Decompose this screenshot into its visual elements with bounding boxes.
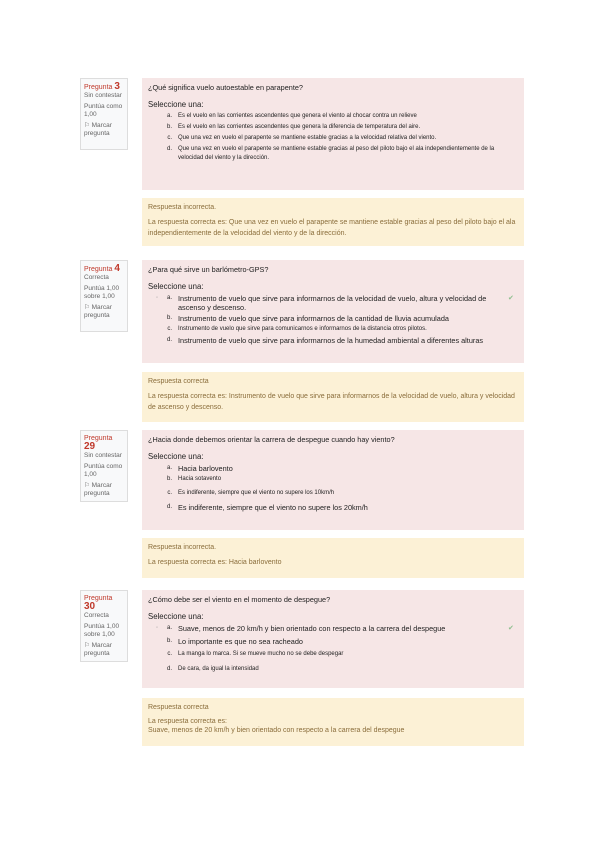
question-status: Sin contestar (84, 452, 122, 459)
question-content (142, 78, 524, 190)
feedback-box (142, 372, 524, 422)
question-number: 3 (114, 81, 120, 92)
flag-question-link[interactable] (84, 122, 124, 138)
feedback-title: Respuesta incorrecta. (148, 544, 217, 551)
checkmark-icon: ✔ (508, 295, 514, 302)
feedback-text: La respuesta correcta es: Instrumento de vuelo que sirve para informarnos de la velocidad de vuelo, altura y velocidad de ascenso y descenso. (148, 393, 515, 411)
question-score: Puntúa como 1,00 (84, 103, 123, 118)
question-label: Pregunta (84, 266, 113, 273)
question-info (80, 590, 128, 662)
question-info (80, 78, 128, 150)
question-status: Correcta (84, 612, 109, 619)
flag-icon: ⚐ (84, 642, 90, 649)
feedback-title: Respuesta correcta (148, 704, 209, 711)
flag-label: Marcar pregunta (84, 122, 112, 137)
answer-option[interactable]: ◦ a. Instrumento de vuelo que sirve para informarnos de la velocidad de vuelo, altura y velocidad de ascenso y descenso. ✔ (156, 294, 518, 312)
answer-option[interactable]: b. Es el vuelo en las corrientes ascendentes que genera la diferencia de temperatura del aire. (166, 124, 421, 130)
feedback-box (142, 198, 524, 246)
question-status: Sin contestar (84, 92, 122, 99)
feedback-text: La respuesta correcta es: (148, 718, 227, 725)
feedback-title: Respuesta correcta (148, 378, 209, 385)
flag-question-link[interactable] (84, 642, 124, 658)
question-content (142, 260, 524, 363)
answer-option[interactable]: ◦ a. Suave, menos de 20 km/h y bien orientado con respecto a la carrera del despegue ✔ (156, 624, 518, 633)
question-number: 29 (84, 441, 96, 452)
question-label: Pregunta (84, 435, 113, 442)
question-number: 4 (114, 263, 120, 274)
question-text: ¿Hacia donde debemos orientar la carrera de despegue cuando hay viento? (148, 435, 395, 444)
answer-option[interactable]: d. Instrumento de vuelo que sirve para informarnos de la humedad ambiental a diferentes alturas (166, 336, 484, 345)
question-status: Correcta (84, 274, 109, 281)
answer-option[interactable]: d. Es indiferente, siempre que el viento no supere los 20km/h (166, 503, 368, 512)
flag-label: Marcar pregunta (84, 304, 112, 319)
answer-option[interactable]: d. De cara, da igual la intensidad (166, 666, 259, 672)
answer-option[interactable]: a. Hacia barlovento (166, 464, 233, 473)
question-text: ¿Qué significa vuelo autoestable en parapente? (148, 83, 303, 92)
answer-option[interactable]: c. La manga lo marca. Si se mueve mucho no se debe despegar (167, 651, 344, 657)
answer-option[interactable]: c. Instrumento de vuelo que sirve para comunicarnos e informarnos de la distancia otros pilotos. (167, 326, 427, 332)
checkmark-icon: ✔ (508, 625, 514, 632)
radio-icon: ◦ (156, 625, 159, 631)
question-label: Pregunta (84, 84, 113, 91)
answer-option[interactable]: b. Hacia sotavento (166, 476, 222, 482)
question-label: Pregunta (84, 595, 113, 602)
radio-icon: ◦ (156, 295, 159, 301)
question-info (80, 260, 128, 332)
answer-option[interactable]: b. Lo importante es que no sea racheado (166, 637, 303, 646)
feedback-text-answer: Suave, menos de 20 km/h y bien orientado con respecto a la carrera del despegue (148, 727, 405, 734)
feedback-title: Respuesta incorrecta. (148, 204, 217, 211)
flag-label: Marcar pregunta (84, 642, 112, 657)
question-text: ¿Cómo debe ser el viento en el momento de despegue? (148, 595, 331, 604)
feedback-text: La respuesta correcta es: Hacia barlovento (148, 559, 282, 566)
flag-label: Marcar pregunta (84, 482, 112, 497)
select-prompt: Seleccione una: (148, 452, 204, 461)
question-score: Puntúa 1,00 sobre 1,00 (84, 285, 120, 300)
select-prompt: Seleccione una: (148, 100, 204, 109)
answer-option[interactable]: b. Instrumento de vuelo que sirve para informarnos de la cantidad de lluvia acumulada (166, 314, 449, 323)
flag-question-link[interactable] (84, 304, 124, 320)
answer-option[interactable]: c. Es indiferente, siempre que el viento no supere los 10km/h (167, 490, 335, 496)
answer-option[interactable]: d. Que una vez en vuelo el parapente se mantiene estable gracias al peso del piloto bajo el ala independientemente de la velocidad del viento y la dirección. (166, 146, 495, 161)
select-prompt: Seleccione una: (148, 612, 204, 621)
flag-icon: ⚐ (84, 304, 90, 311)
feedback-box (142, 538, 524, 578)
answer-option[interactable]: a. Es el vuelo en las corrientes ascendentes que genera el viento al chocar contra un relieve (166, 113, 417, 119)
question-content (142, 430, 524, 530)
feedback-text: La respuesta correcta es: Que una vez en vuelo el parapente se mantiene estable gracias al peso del piloto bajo el ala independientemente de la velocidad del viento y de la dirección. (148, 219, 516, 237)
question-content (142, 590, 524, 688)
flag-icon: ⚐ (84, 122, 90, 129)
question-score: Puntúa como 1,00 (84, 463, 123, 478)
question-number: 30 (84, 601, 96, 612)
answer-option[interactable]: c. Que una vez en vuelo el parapente se mantiene estable gracias a la velocidad relativa del viento. (167, 135, 437, 141)
question-text: ¿Para qué sirve un barlómetro-GPS? (148, 265, 269, 274)
flag-icon: ⚐ (84, 482, 90, 489)
question-score: Puntúa 1,00 sobre 1,00 (84, 623, 120, 638)
feedback-box (142, 698, 524, 746)
flag-question-link[interactable] (84, 482, 124, 498)
select-prompt: Seleccione una: (148, 282, 204, 291)
question-info (80, 430, 128, 502)
